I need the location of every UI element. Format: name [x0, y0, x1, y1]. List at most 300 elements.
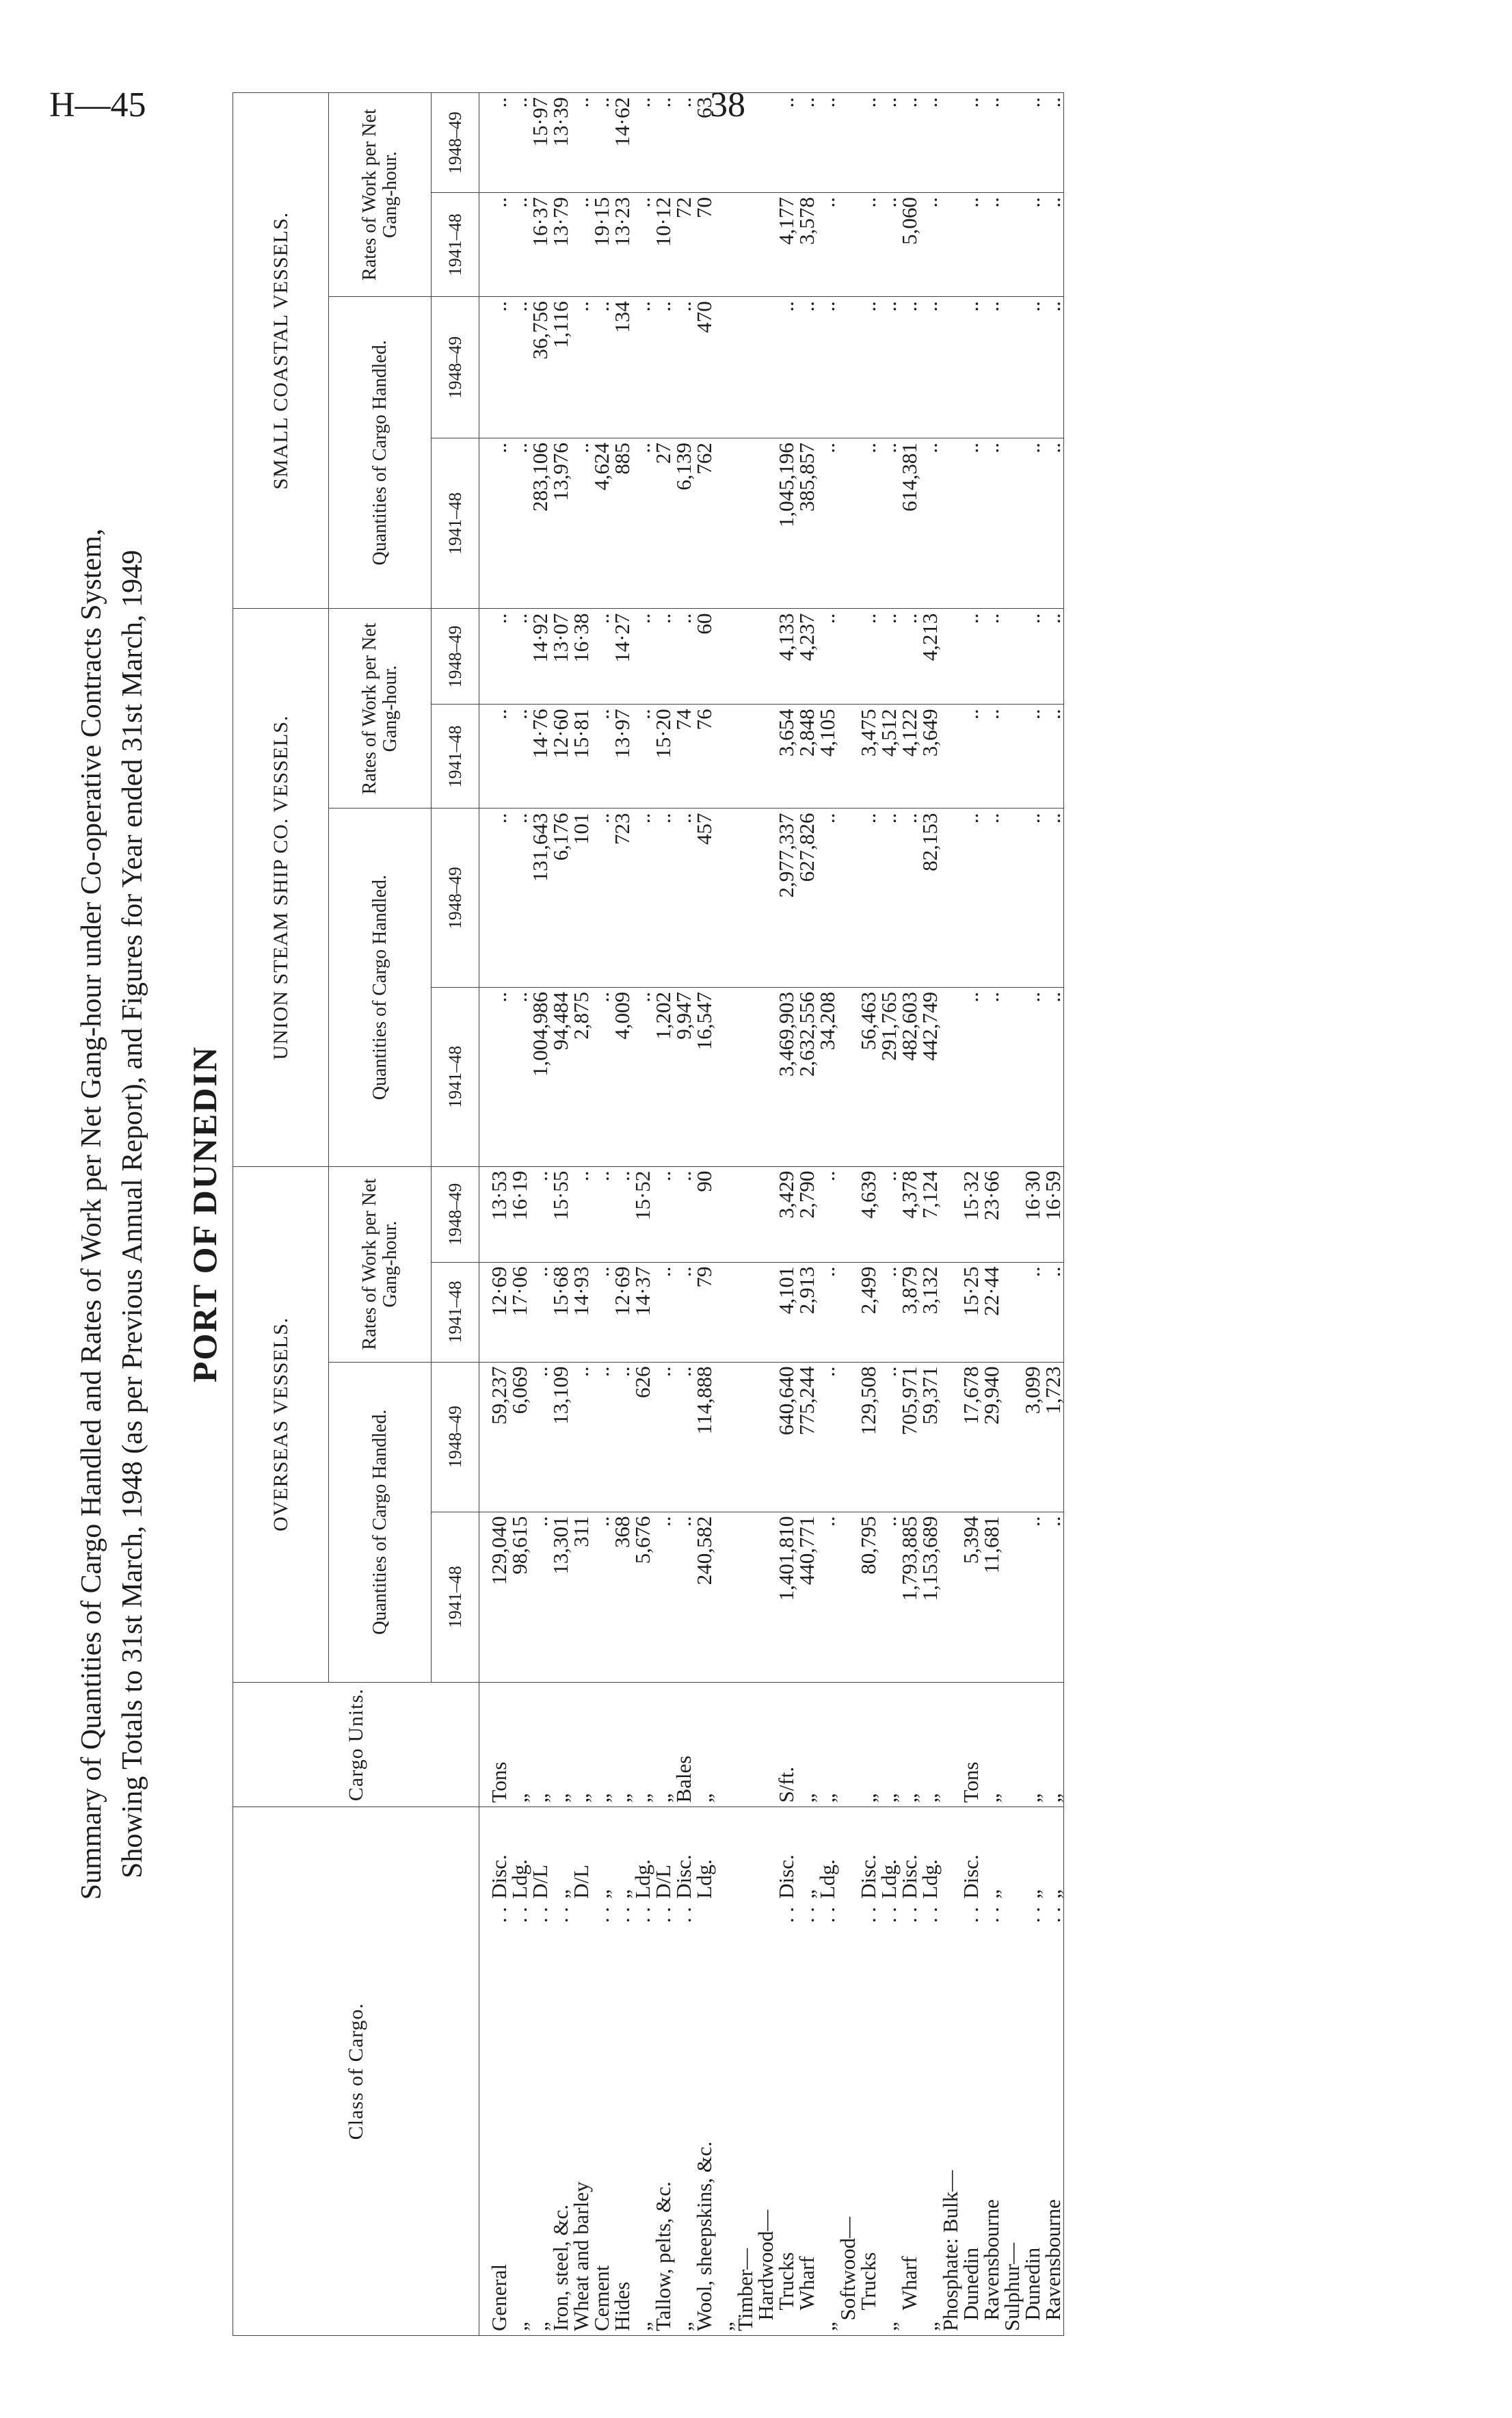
table-row	[715, 93, 735, 2336]
value-cell: ..	[1022, 609, 1043, 705]
cargo-class-label: Wharf	[795, 2256, 819, 2331]
cargo-class-cell	[548, 1903, 572, 2336]
value-cell: ..	[981, 988, 1002, 1167]
value-cell: ..	[858, 93, 879, 193]
value-cell: ..	[653, 93, 674, 193]
value-cell: 885	[612, 438, 633, 609]
value-cell: 13,301	[551, 1512, 571, 1682]
value-cell	[735, 438, 756, 609]
header-quantities: Quantities of Cargo Handled.	[329, 297, 432, 609]
operation-type-cell: Disc.	[858, 1807, 879, 1903]
value-cell: ..	[1043, 705, 1064, 809]
cargo-class-cell	[735, 1903, 756, 2336]
operation-type-cell: Disc.	[961, 1807, 981, 1903]
header-class-of-cargo: Class of Cargo.	[233, 1807, 479, 2336]
value-cell: 14·76	[530, 705, 551, 809]
value-cell: 10·12	[653, 193, 674, 297]
value-cell: 134	[612, 297, 633, 438]
value-cell: 129,040	[479, 1512, 510, 1682]
cargo-class-label: Hides	[610, 2281, 634, 2331]
table-row	[571, 93, 592, 2336]
header-period-1948-49: 1948–49	[432, 1362, 479, 1512]
value-cell: ..	[817, 609, 838, 705]
cargo-class-cell	[674, 1903, 694, 2336]
header-period-1941-48: 1941–48	[432, 988, 479, 1167]
value-cell	[715, 809, 735, 988]
table-row	[592, 93, 612, 2336]
value-cell: ..	[961, 988, 981, 1167]
value-cell: ..	[1022, 988, 1043, 1167]
value-cell: ..	[674, 297, 694, 438]
value-cell: ..	[920, 193, 940, 297]
cargo-unit-cell	[1002, 1682, 1022, 1807]
cargo-class-label: „	[815, 2322, 839, 2331]
value-cell: 4,101	[776, 1262, 797, 1362]
value-cell: 457	[694, 809, 715, 988]
cargo-class-label: Iron, steel, &c.	[548, 2204, 572, 2331]
value-cell: ..	[981, 193, 1002, 297]
value-cell: ..	[817, 1512, 838, 1682]
value-cell: 5,060	[899, 193, 920, 297]
value-cell: ..	[1022, 93, 1043, 193]
table-row	[858, 93, 879, 2336]
table-row	[612, 93, 633, 2336]
value-cell: 17,678	[961, 1362, 981, 1512]
value-cell: ..	[571, 193, 592, 297]
value-cell	[940, 988, 961, 1167]
operation-type-cell: Disc.	[479, 1807, 510, 1903]
value-cell: ..	[920, 297, 940, 438]
value-cell: 16·37	[530, 193, 551, 297]
cargo-class-cell	[899, 1903, 920, 2336]
value-cell	[756, 438, 776, 609]
operation-type-cell: Disc.	[899, 1807, 920, 1903]
cargo-unit-cell: Bales	[674, 1682, 694, 1807]
operation-type-cell: Ldg.	[633, 1807, 653, 1903]
value-cell	[940, 609, 961, 705]
value-cell: ..	[981, 609, 1002, 705]
leader-dots: . .	[528, 1906, 552, 1923]
value-cell: ..	[981, 297, 1002, 438]
value-cell: ..	[981, 809, 1002, 988]
value-cell: ..	[653, 297, 674, 438]
value-cell: 614,381	[899, 438, 920, 609]
operation-type-cell	[1002, 1807, 1022, 1903]
cargo-class-cell	[1043, 1903, 1064, 2336]
page-number: 38	[710, 86, 745, 124]
value-cell: 4,122	[899, 705, 920, 809]
value-cell: ..	[817, 438, 838, 609]
value-cell: ..	[530, 1166, 551, 1262]
value-cell: 23·66	[981, 1166, 1002, 1262]
header-period-1941-48: 1941–48	[432, 193, 479, 297]
cargo-class-label: Dunedin	[1020, 2247, 1044, 2331]
value-cell: ..	[817, 297, 838, 438]
value-cell: ..	[612, 1362, 633, 1512]
operation-type-cell	[756, 1807, 776, 1903]
cargo-class-label: „	[631, 2322, 654, 2331]
value-cell: ..	[1043, 609, 1064, 705]
value-cell: ..	[479, 93, 510, 193]
table-row	[838, 93, 858, 2336]
value-cell: ..	[1043, 1262, 1064, 1362]
value-cell: 385,857	[797, 438, 817, 609]
cargo-class-cell	[1002, 1903, 1022, 2336]
value-cell: 15·25	[961, 1262, 981, 1362]
value-cell	[940, 1512, 961, 1682]
cargo-class-label: Ravensbourne	[1041, 2199, 1065, 2331]
value-cell: ..	[879, 297, 899, 438]
value-cell: 15·20	[653, 705, 674, 809]
value-cell: 12·69	[479, 1262, 510, 1362]
table-row	[940, 93, 961, 2336]
cargo-unit-cell: Tons	[479, 1682, 510, 1807]
value-cell: 76	[694, 705, 715, 809]
leader-dots: . .	[795, 1906, 819, 1923]
value-cell: ..	[509, 438, 530, 609]
value-cell: ..	[899, 609, 920, 705]
value-cell: 3,099	[1022, 1362, 1043, 1512]
value-cell: 15·52	[633, 1166, 653, 1262]
value-cell: 114,888	[694, 1362, 715, 1512]
value-cell	[735, 705, 756, 809]
cargo-unit-cell: „	[817, 1682, 838, 1807]
value-cell: 14·37	[633, 1262, 653, 1362]
value-cell: ..	[509, 297, 530, 438]
value-cell	[715, 297, 735, 438]
value-cell: 70	[694, 193, 715, 297]
value-cell: ..	[653, 609, 674, 705]
value-cell: 3,649	[920, 705, 940, 809]
operation-type-cell: D/L	[571, 1807, 592, 1903]
value-cell: ..	[509, 809, 530, 988]
value-cell: ..	[858, 609, 879, 705]
value-cell: ..	[530, 1512, 551, 1682]
value-cell: ..	[633, 297, 653, 438]
value-cell: ..	[509, 609, 530, 705]
value-cell: 3,429	[776, 1166, 797, 1262]
cargo-unit-cell: „	[1022, 1682, 1043, 1807]
value-cell: 6,069	[509, 1362, 530, 1512]
value-cell	[715, 609, 735, 705]
value-cell	[838, 809, 858, 988]
cargo-unit-cell: Tons	[961, 1682, 981, 1807]
cargo-unit-cell: „	[612, 1682, 633, 1807]
value-cell	[940, 1166, 961, 1262]
value-cell	[1002, 809, 1022, 988]
value-cell: ..	[653, 1512, 674, 1682]
value-cell	[838, 988, 858, 1167]
value-cell: 11,681	[981, 1512, 1002, 1682]
value-cell: ..	[981, 93, 1002, 193]
cargo-class-label: „	[713, 2322, 737, 2331]
value-cell	[1002, 705, 1022, 809]
value-cell	[940, 1262, 961, 1362]
value-cell: 129,508	[858, 1362, 879, 1512]
value-cell: ..	[858, 438, 879, 609]
value-cell	[838, 193, 858, 297]
cargo-class-cell	[981, 1903, 1002, 2336]
header-quantities: Quantities of Cargo Handled.	[329, 1362, 432, 1682]
value-cell	[838, 297, 858, 438]
value-cell: ..	[571, 438, 592, 609]
operation-type-cell	[838, 1807, 858, 1903]
operation-type-cell: Ldg.	[509, 1807, 530, 1903]
value-cell: ..	[961, 809, 981, 988]
value-cell: 101	[571, 809, 592, 988]
value-cell: ..	[817, 93, 838, 193]
header-rates: Rates of Work per Net Gang-hour.	[329, 609, 432, 809]
header-period-1941-48: 1941–48	[432, 1512, 479, 1682]
value-cell: 283,106	[530, 438, 551, 609]
cargo-unit-cell: „	[592, 1682, 612, 1807]
value-cell: ..	[899, 93, 920, 193]
leader-dots: . .	[548, 1906, 572, 1923]
operation-type-cell: Ldg.	[879, 1807, 899, 1903]
header-period-1941-48: 1941–48	[432, 705, 479, 809]
leader-dots: . .	[507, 1906, 531, 1923]
value-cell: ..	[920, 438, 940, 609]
value-cell: ..	[592, 1362, 612, 1512]
value-cell: ..	[817, 809, 838, 988]
value-cell: ..	[817, 1362, 838, 1512]
leader-dots: . .	[1041, 1906, 1065, 1923]
value-cell: ..	[817, 193, 838, 297]
value-cell: ..	[592, 1512, 612, 1682]
cargo-class-cell	[509, 1903, 530, 2336]
leader-dots: . .	[487, 1906, 511, 1923]
value-cell	[735, 1166, 756, 1262]
operation-type-cell: „	[1043, 1807, 1064, 1903]
leader-dots: . .	[979, 1906, 1003, 1923]
value-cell: ..	[879, 609, 899, 705]
table-row	[817, 93, 838, 2336]
value-cell: ..	[981, 705, 1002, 809]
leader-dots: . .	[1020, 1906, 1044, 1923]
value-cell: 98,615	[509, 1512, 530, 1682]
cargo-unit-cell: „	[981, 1682, 1002, 1807]
value-cell	[715, 1166, 735, 1262]
value-cell: 13·39	[551, 93, 571, 193]
value-cell	[756, 93, 776, 193]
table-row	[756, 93, 776, 2336]
value-cell: 6,176	[551, 809, 571, 988]
value-cell: ..	[981, 438, 1002, 609]
value-cell: ..	[817, 1262, 838, 1362]
value-cell: 1,153,689	[920, 1512, 940, 1682]
operation-type-cell: Ldg.	[920, 1807, 940, 1903]
value-cell	[838, 705, 858, 809]
cargo-class-cell	[961, 1903, 981, 2336]
value-cell: 14·62	[612, 93, 633, 193]
value-cell: ..	[592, 93, 612, 193]
value-cell	[838, 1512, 858, 1682]
value-cell: 4,133	[776, 609, 797, 705]
cargo-class-label: Phosphate: Bulk—	[938, 2170, 962, 2331]
value-cell	[756, 988, 776, 1167]
cargo-class-label: „	[918, 2322, 942, 2331]
value-cell: ..	[961, 438, 981, 609]
value-cell: 4,177	[776, 193, 797, 297]
cargo-class-cell	[633, 1903, 653, 2336]
value-cell: 63	[694, 93, 715, 193]
value-cell: ..	[479, 809, 510, 988]
operation-type-cell: „	[797, 1807, 817, 1903]
value-cell: 2,790	[797, 1166, 817, 1262]
table-row	[479, 93, 510, 2336]
value-cell: 13·79	[551, 193, 571, 297]
value-cell: 14·93	[571, 1262, 592, 1362]
value-cell: 16,547	[694, 988, 715, 1167]
operation-type-cell: „	[612, 1807, 633, 1903]
operation-type-cell	[735, 1807, 756, 1903]
summary-title-line-2: Showing Totals to 31st March, 1948 (as per Previous Annual Report), and Figures for Year ended 31st March, 1949	[117, 549, 148, 1879]
value-cell: ..	[571, 93, 592, 193]
header-overseas-vessels: OVERSEAS VESSELS.	[233, 1166, 329, 1682]
value-cell: 131,643	[530, 809, 551, 988]
value-cell: 2,977,337	[776, 809, 797, 988]
value-cell: ..	[961, 193, 981, 297]
value-cell: ..	[1043, 809, 1064, 988]
cargo-unit-cell: „	[509, 1682, 530, 1807]
value-cell: ..	[592, 1262, 612, 1362]
value-cell	[715, 988, 735, 1167]
value-cell: ..	[858, 297, 879, 438]
value-cell: ..	[674, 809, 694, 988]
header-period-1948-49: 1948–49	[432, 809, 479, 988]
value-cell	[756, 1512, 776, 1682]
value-cell: 19·15	[592, 193, 612, 297]
value-cell: ..	[961, 609, 981, 705]
header-period-1948-49: 1948–49	[432, 297, 479, 438]
value-cell: 34,208	[817, 988, 838, 1167]
value-cell	[756, 193, 776, 297]
cargo-unit-cell: „	[633, 1682, 653, 1807]
value-cell: ..	[592, 809, 612, 988]
operation-type-cell: „	[592, 1807, 612, 1903]
value-cell: ..	[858, 193, 879, 297]
cargo-class-label: Hardwood—	[754, 2209, 778, 2331]
value-cell	[715, 93, 735, 193]
value-cell	[940, 438, 961, 609]
value-cell: 5,394	[961, 1512, 981, 1682]
value-cell: 59,237	[479, 1362, 510, 1512]
value-cell: ..	[674, 1362, 694, 1512]
value-cell: 2,913	[797, 1262, 817, 1362]
value-cell: 15·81	[571, 705, 592, 809]
table-row	[797, 93, 817, 2336]
value-cell: 36,756	[530, 297, 551, 438]
cargo-unit-cell: „	[1043, 1682, 1064, 1807]
value-cell	[756, 297, 776, 438]
cargo-unit-cell: „	[858, 1682, 879, 1807]
operation-type-cell: Ldg.	[694, 1807, 715, 1903]
value-cell: 1,401,810	[776, 1512, 797, 1682]
value-cell	[735, 1512, 756, 1682]
cargo-unit-cell	[756, 1682, 776, 1807]
cargo-class-label: Trucks	[774, 2252, 798, 2331]
value-cell: ..	[674, 1512, 694, 1682]
leader-dots: . .	[589, 1906, 613, 1923]
cargo-class-cell	[797, 1903, 817, 2336]
header-small-coastal-vessels: SMALL COASTAL VESSELS.	[233, 93, 329, 609]
value-cell: ..	[1043, 193, 1064, 297]
value-cell: ..	[509, 193, 530, 297]
cargo-unit-cell: „	[899, 1682, 920, 1807]
summary-title-line-1: Summary of Quantities of Cargo Handled and Rates of Work per Net Gang-hour under Co-operative Contracts System,	[76, 528, 107, 1900]
value-cell	[1002, 988, 1022, 1167]
value-cell	[735, 609, 756, 705]
table-row	[735, 93, 756, 2336]
value-cell: 94,484	[551, 988, 571, 1167]
value-cell: 9,947	[674, 988, 694, 1167]
value-cell: 1,202	[653, 988, 674, 1167]
cargo-class-label: General	[487, 2263, 511, 2331]
value-cell: ..	[509, 93, 530, 193]
table-row	[694, 93, 715, 2336]
operation-type-cell	[715, 1807, 735, 1903]
value-cell: 4,105	[817, 705, 838, 809]
value-cell: 16·38	[571, 609, 592, 705]
value-cell: 626	[633, 1362, 653, 1512]
cargo-class-cell	[612, 1903, 633, 2336]
leader-dots: . .	[815, 1906, 839, 1923]
value-cell: 13·97	[612, 705, 633, 809]
value-cell: ..	[479, 988, 510, 1167]
rotated-page-content	[62, 86, 1470, 2343]
value-cell: 29,940	[981, 1362, 1002, 1512]
value-cell: ..	[1022, 438, 1043, 609]
value-cell: ..	[797, 93, 817, 193]
value-cell: 72	[674, 193, 694, 297]
value-cell: ..	[1022, 809, 1043, 988]
value-cell: 13·07	[551, 609, 571, 705]
cargo-unit-cell	[715, 1682, 735, 1807]
value-cell: ..	[879, 1166, 899, 1262]
value-cell: ..	[674, 609, 694, 705]
value-cell: ..	[1022, 1262, 1043, 1362]
cargo-unit-cell: „	[551, 1682, 571, 1807]
cargo-class-label: Dunedin	[959, 2247, 983, 2331]
cargo-class-cell	[817, 1903, 838, 2336]
value-cell: ..	[479, 193, 510, 297]
value-cell	[756, 705, 776, 809]
operation-type-cell: „	[1022, 1807, 1043, 1903]
value-cell: 14·92	[530, 609, 551, 705]
value-cell: ..	[961, 93, 981, 193]
value-cell: 775,244	[797, 1362, 817, 1512]
value-cell: ..	[879, 1512, 899, 1682]
table-row	[961, 93, 981, 2336]
value-cell: 762	[694, 438, 715, 609]
value-cell: ..	[509, 705, 530, 809]
cargo-class-cell	[879, 1903, 899, 2336]
value-cell: ..	[653, 809, 674, 988]
cargo-class-label: Ravensbourne	[979, 2199, 1003, 2331]
value-cell: ..	[817, 1166, 838, 1262]
leader-dots: . .	[631, 1906, 654, 1923]
value-cell: 4,237	[797, 609, 817, 705]
value-cell	[838, 1262, 858, 1362]
value-cell	[715, 438, 735, 609]
value-cell: 1,116	[551, 297, 571, 438]
table-row	[551, 93, 571, 2336]
value-cell: ..	[530, 1362, 551, 1512]
cargo-class-cell	[838, 1903, 858, 2336]
cargo-class-label: Wool, sheepskins, &c.	[692, 2141, 716, 2331]
header-period-1948-49: 1948–49	[432, 93, 479, 193]
value-cell: ..	[633, 988, 653, 1167]
